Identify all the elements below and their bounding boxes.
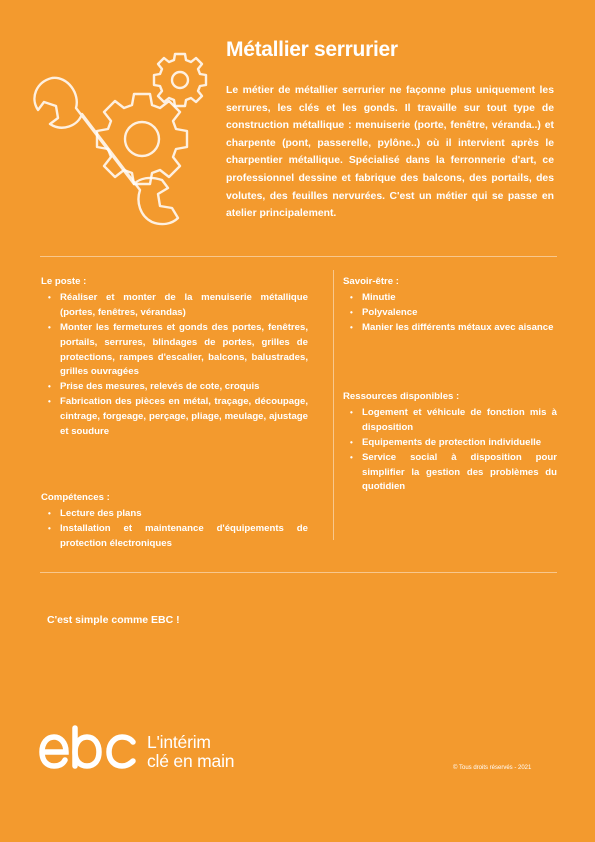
wrench-and-gears-illustration (22, 38, 222, 248)
competences-item: • Lecture des plans (41, 507, 308, 522)
savoir-etre-item: • Manier les différents métaux avec aisance (343, 321, 557, 336)
competences-section (41, 491, 308, 552)
small-gear-icon (154, 54, 206, 106)
competences-heading: Compétences : (41, 492, 110, 503)
poste-item: • Prise des mesures, relevés de cote, croquis (41, 380, 308, 395)
divider-vertical (333, 270, 334, 540)
ebc-logo (38, 724, 138, 772)
poste-heading: Le poste : (41, 276, 87, 287)
tagline-line-1: L'intérim (147, 732, 211, 752)
intro-paragraph: Le métier de métallier serrurier ne façonne plus uniquement les serrures, les clés et les gonds. Il travaille sur tout type de construction métallique : menuiserie (porte, fenêtre, véranda..) et charpente (pont, passerelle, pylône..) où il intervient après le charpentier métallique. Spécialisé dans la ferronnerie d'art, ce professionnel dessine et fabrique des balcons, des portails, des volutes, des feuilles nervurées. C'est un métier qui se passe en atelier principalement. (226, 85, 554, 220)
slogan: C'est simple comme EBC ! (47, 614, 180, 626)
savoir-etre-heading: Savoir-être : (343, 276, 399, 287)
poste-section (41, 275, 308, 440)
ressources-heading: Ressources disponibles : (343, 391, 460, 402)
savoir-etre-section (343, 275, 557, 336)
poste-item: • Monter les fermetures et gonds des portes, fenêtres, portails, serrures, blindages de portes, grilles de protections, rampes d'escalier, balcons, balustrades, grilles ouvragées (41, 321, 308, 381)
savoir-etre-item: • Minutie (343, 291, 557, 306)
wrench-icon (34, 78, 178, 224)
ressources-section (343, 390, 557, 495)
page-title: Métallier serrurier (226, 38, 398, 61)
ressources-item: • Service social à disposition pour simplifier la gestion des problèmes du quotidien (343, 451, 557, 496)
poste-item: • Fabrication des pièces en métal, traçage, découpage, cintrage, forgeage, perçage, pliage, meulage, ajustage et soudure (41, 395, 308, 440)
tagline-line-2: clé en main (147, 751, 235, 771)
competences-item: • Installation et maintenance d'équipements de protection électroniques (41, 522, 308, 552)
savoir-etre-item: • Polyvalence (343, 306, 557, 321)
copyright: © Tous droits réservés - 2021 (453, 765, 532, 771)
divider-bottom (40, 572, 557, 573)
ressources-item: • Logement et véhicule de fonction mis à disposition (343, 406, 557, 436)
logo-tagline (147, 733, 234, 771)
gear-icon (97, 94, 187, 184)
poste-item: • Réaliser et monter de la menuiserie métallique (portes, fenêtres, vérandas) (41, 291, 308, 321)
divider-top (40, 256, 557, 257)
ressources-item: • Equipements de protection individuelle (343, 436, 557, 451)
